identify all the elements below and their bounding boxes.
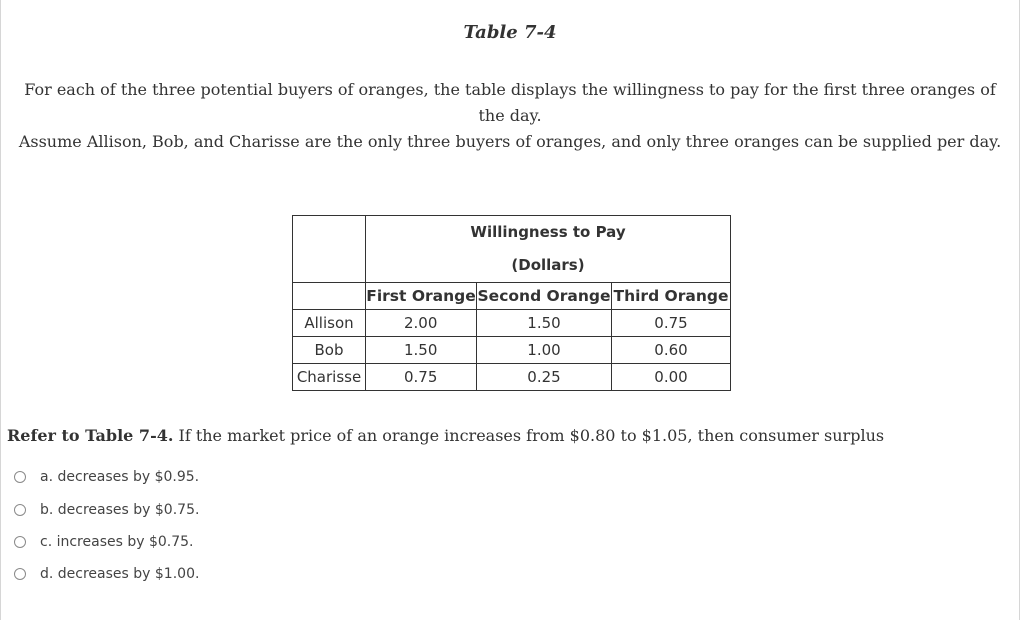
intro-line-2: Assume Allison, Bob, and Charisse are the only three buyers of oranges, and only three oranges can be supplied per day. — [18, 132, 1002, 151]
table-cell: 0.00 — [612, 364, 731, 391]
table-cell: 0.75 — [612, 310, 731, 337]
wtp-header — [366, 216, 731, 283]
table-row — [293, 337, 731, 364]
intro-line-1: For each of the three potential buyers of oranges, the table displays the willingness to pay for the first three oranges of the day. — [24, 80, 996, 125]
option-c[interactable] — [14, 532, 194, 552]
table-row — [293, 364, 731, 391]
column-header-second: Second Orange — [477, 283, 612, 310]
table-cell: 0.25 — [477, 364, 612, 391]
radio-button-b[interactable] — [14, 504, 26, 516]
question-reference: Refer to Table 7-4. — [7, 426, 174, 445]
column-header-third: Third Orange — [612, 283, 731, 310]
option-a[interactable] — [14, 467, 199, 487]
radio-button-c[interactable] — [14, 536, 26, 548]
row-name: Charisse — [293, 364, 366, 391]
table-cell: 0.75 — [366, 364, 477, 391]
question-text — [7, 426, 884, 445]
wtp-header-line-1: Willingness to Pay — [470, 223, 626, 241]
option-d[interactable] — [14, 564, 199, 584]
option-b-label: b. decreases by $0.75. — [40, 502, 200, 518]
table-title: Table 7-4 — [463, 22, 557, 43]
radio-button-a[interactable] — [14, 471, 26, 483]
left-border — [0, 0, 1, 620]
table-cell: 1.50 — [366, 337, 477, 364]
table-blank-cell — [293, 283, 366, 310]
table-header-row — [293, 216, 731, 283]
table-cell: 1.00 — [477, 337, 612, 364]
willingness-table — [292, 215, 731, 391]
option-c-label: c. increases by $0.75. — [40, 534, 194, 550]
table-column-row — [293, 283, 731, 310]
option-b[interactable] — [14, 500, 199, 520]
table-cell: 0.60 — [612, 337, 731, 364]
table-cell: 1.50 — [477, 310, 612, 337]
table-corner-cell — [293, 216, 366, 283]
row-name: Allison — [293, 310, 366, 337]
table-row — [293, 310, 731, 337]
table-cell: 2.00 — [366, 310, 477, 337]
wtp-header-line-2: (Dollars) — [511, 256, 585, 274]
row-name: Bob — [293, 337, 366, 364]
option-d-label: d. decreases by $1.00. — [40, 566, 200, 582]
question-body: If the market price of an orange increases from $0.80 to $1.05, then consumer surplus — [173, 426, 885, 445]
radio-button-d[interactable] — [14, 568, 26, 580]
column-header-first: First Orange — [366, 283, 477, 310]
option-a-label: a. decreases by $0.95. — [40, 469, 200, 485]
intro-text — [10, 77, 1010, 155]
